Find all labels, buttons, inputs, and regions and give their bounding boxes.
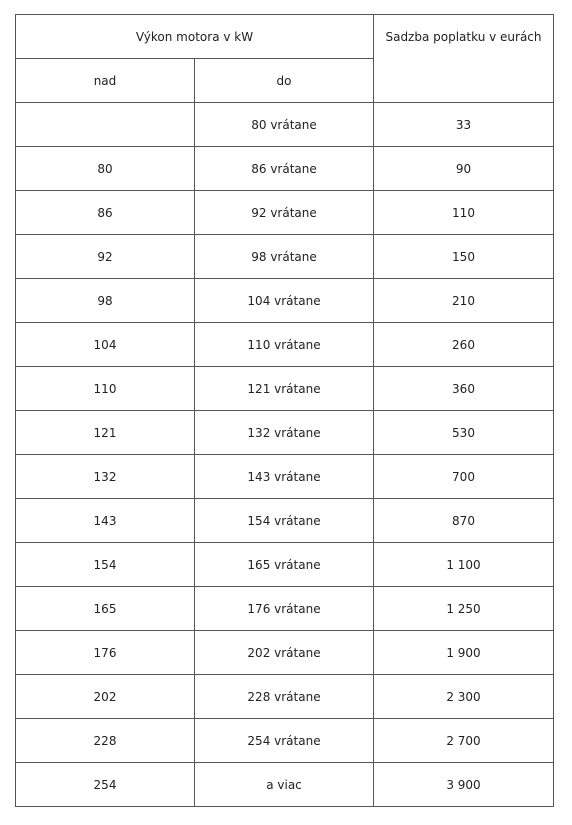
cell-power-to: 165 vrátane	[195, 543, 374, 587]
cell-fee-rate: 1 900	[374, 631, 554, 675]
cell-fee-rate: 260	[374, 323, 554, 367]
table-row	[16, 719, 554, 763]
cell-fee-rate: 110	[374, 191, 554, 235]
header-engine-power: Výkon motora v kW	[16, 15, 374, 59]
cell-power-from: 121	[16, 411, 195, 455]
table-row	[16, 323, 554, 367]
cell-power-from: 202	[16, 675, 195, 719]
cell-fee-rate: 150	[374, 235, 554, 279]
table-row	[16, 499, 554, 543]
cell-power-from: 80	[16, 147, 195, 191]
table-row	[16, 235, 554, 279]
cell-power-to: a viac	[195, 763, 374, 807]
cell-power-from: 143	[16, 499, 195, 543]
cell-fee-rate: 1 100	[374, 543, 554, 587]
table-row	[16, 455, 554, 499]
cell-power-to: 154 vrátane	[195, 499, 374, 543]
table-row	[16, 279, 554, 323]
fee-table	[15, 14, 554, 807]
cell-fee-rate: 530	[374, 411, 554, 455]
cell-power-to: 228 vrátane	[195, 675, 374, 719]
cell-power-from: 98	[16, 279, 195, 323]
table-row	[16, 675, 554, 719]
cell-fee-rate: 870	[374, 499, 554, 543]
cell-power-from: 86	[16, 191, 195, 235]
cell-fee-rate: 33	[374, 103, 554, 147]
cell-power-to: 92 vrátane	[195, 191, 374, 235]
fee-table-container	[15, 14, 553, 807]
cell-power-from	[16, 103, 195, 147]
table-row	[16, 763, 554, 807]
cell-power-to: 176 vrátane	[195, 587, 374, 631]
cell-fee-rate: 2 300	[374, 675, 554, 719]
table-header	[16, 15, 554, 103]
cell-power-from: 228	[16, 719, 195, 763]
cell-power-from: 176	[16, 631, 195, 675]
cell-power-from: 254	[16, 763, 195, 807]
cell-power-to: 110 vrátane	[195, 323, 374, 367]
cell-fee-rate: 2 700	[374, 719, 554, 763]
cell-fee-rate: 360	[374, 367, 554, 411]
cell-power-to: 80 vrátane	[195, 103, 374, 147]
cell-fee-rate: 90	[374, 147, 554, 191]
table-row	[16, 367, 554, 411]
table-row	[16, 191, 554, 235]
cell-power-to: 132 vrátane	[195, 411, 374, 455]
table-row	[16, 543, 554, 587]
cell-power-from: 165	[16, 587, 195, 631]
cell-power-to: 143 vrátane	[195, 455, 374, 499]
cell-power-from: 92	[16, 235, 195, 279]
cell-fee-rate: 3 900	[374, 763, 554, 807]
cell-power-from: 110	[16, 367, 195, 411]
cell-power-from: 154	[16, 543, 195, 587]
cell-power-from: 132	[16, 455, 195, 499]
cell-power-from: 104	[16, 323, 195, 367]
cell-fee-rate: 1 250	[374, 587, 554, 631]
header-fee-rate: Sadzba poplatku v eurách	[374, 15, 554, 103]
cell-power-to: 86 vrátane	[195, 147, 374, 191]
cell-power-to: 104 vrátane	[195, 279, 374, 323]
cell-power-to: 202 vrátane	[195, 631, 374, 675]
table-row	[16, 631, 554, 675]
table-row	[16, 411, 554, 455]
cell-fee-rate: 700	[374, 455, 554, 499]
table-row	[16, 147, 554, 191]
table-row	[16, 587, 554, 631]
table-body	[16, 103, 554, 807]
cell-power-to: 121 vrátane	[195, 367, 374, 411]
cell-power-to: 254 vrátane	[195, 719, 374, 763]
cell-fee-rate: 210	[374, 279, 554, 323]
header-from: nad	[16, 59, 195, 103]
header-row-1	[16, 15, 554, 59]
table-row	[16, 103, 554, 147]
header-to: do	[195, 59, 374, 103]
cell-power-to: 98 vrátane	[195, 235, 374, 279]
